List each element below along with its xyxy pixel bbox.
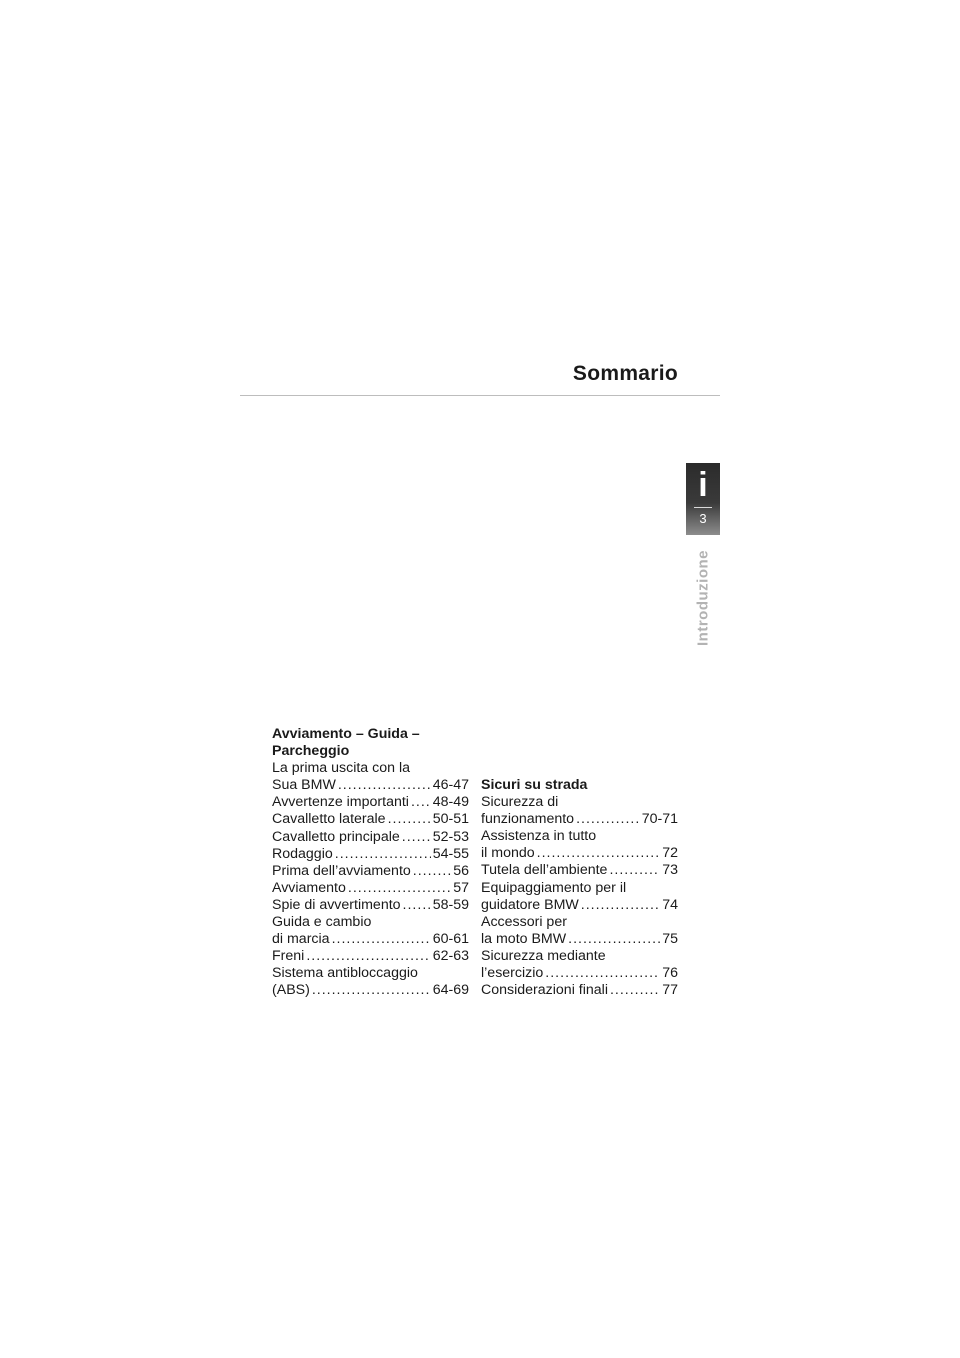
toc-entry-pages: 73 — [662, 862, 678, 879]
toc-entry-line: Sicurezza di — [481, 794, 559, 811]
toc-entry-label: la moto BMW — [481, 930, 567, 947]
toc-entry[interactable] — [481, 862, 678, 879]
toc-entry-label: Freni — [272, 948, 305, 965]
toc-entry-label: Considerazioni finali — [481, 982, 608, 999]
toc-leader-dots — [402, 829, 431, 846]
toc-entry-label: Avvertenze importanti — [272, 794, 409, 811]
toc-leader-dots — [306, 948, 430, 965]
toc-entry[interactable] — [272, 931, 469, 948]
toc-entry-pages: 62-63 — [432, 948, 469, 965]
toc-entry-label: di marcia — [272, 931, 330, 948]
tab-divider — [694, 507, 712, 508]
toc-heading: Avviamento – Guida – — [272, 726, 420, 742]
toc-entry[interactable] — [272, 794, 469, 811]
toc-leader-dots — [335, 846, 431, 863]
toc-entry[interactable] — [272, 846, 469, 863]
toc-entry-line: Sistema antibloccaggio — [272, 965, 418, 982]
toc-entry-pages: 50-51 — [432, 811, 469, 828]
toc-entry[interactable] — [272, 863, 469, 880]
toc-entry-label: (ABS) — [272, 982, 310, 999]
toc-entry-label: l’esercizio — [481, 965, 544, 982]
toc-entry[interactable] — [272, 880, 469, 897]
page-number: 3 — [699, 511, 707, 526]
toc-entry-pages: 70-71 — [641, 811, 678, 828]
toc-entry-pages: 57 — [453, 879, 469, 896]
toc-entry-pages: 58-59 — [432, 896, 469, 913]
toc-entry-label: Rodaggio — [272, 845, 333, 862]
toc-entry[interactable] — [481, 982, 678, 999]
toc-entry-pages: 64-69 — [432, 982, 469, 999]
toc-entry-pages: 75 — [662, 930, 678, 947]
toc-entry-label: Cavalletto laterale — [272, 811, 386, 828]
toc-entries — [481, 794, 678, 999]
toc-entry-label: il mondo — [481, 845, 535, 862]
toc-leader-dots — [388, 811, 431, 828]
toc-entry-pages: 54-55 — [432, 845, 469, 862]
toc-entry-label: Spie di avvertimento — [272, 896, 401, 913]
toc-entry[interactable] — [272, 811, 469, 828]
toc-leader-dots — [403, 897, 431, 914]
toc-entry-pages: 52-53 — [432, 828, 469, 845]
toc-entry[interactable] — [272, 948, 469, 965]
toc-entry[interactable] — [272, 829, 469, 846]
toc-leader-dots — [545, 965, 660, 982]
toc-leader-dots — [581, 897, 660, 914]
toc-entry-pages: 72 — [662, 845, 678, 862]
toc-leader-dots — [348, 880, 451, 897]
toc-entry-label: Tutela dell’ambiente — [481, 862, 608, 879]
toc-entry[interactable] — [481, 931, 678, 948]
toc-entry-line: Sicurezza mediante — [481, 947, 606, 964]
section-label: Introduzione — [694, 550, 712, 646]
toc-entry-label: Cavalletto principale — [272, 828, 400, 845]
toc-leader-dots — [338, 777, 431, 794]
toc-entry-line: Guida e cambio — [272, 914, 372, 931]
toc-entry-line: Assistenza in tutto — [481, 828, 597, 845]
toc-entries — [272, 760, 469, 999]
toc-entry-pages: 76 — [662, 965, 678, 982]
toc-column-right — [481, 777, 678, 999]
toc-entry-pages: 77 — [662, 982, 678, 999]
toc-leader-dots — [568, 931, 660, 948]
toc-entry-pages: 48-49 — [432, 794, 469, 811]
toc-entry-pages: 46-47 — [432, 777, 469, 794]
toc-entry[interactable] — [481, 811, 678, 828]
toc-entry-pages: 60-61 — [432, 931, 469, 948]
toc-leader-dots — [576, 811, 640, 828]
page-title: Sommario — [572, 362, 678, 385]
toc-entry[interactable] — [272, 897, 469, 914]
info-icon: i — [698, 466, 708, 504]
toc-leader-dots — [609, 862, 660, 879]
toc-entry-line: Equipaggiamento per il — [481, 879, 627, 896]
toc-heading: Parcheggio — [272, 743, 350, 760]
toc-entry-label: Avviamento — [272, 879, 346, 896]
section-tab — [686, 463, 720, 535]
toc-leader-dots — [537, 845, 661, 862]
toc-entry-pages: 56 — [453, 862, 469, 879]
toc-entry[interactable] — [272, 982, 469, 999]
toc-leader-dots — [411, 794, 431, 811]
toc-entry-label: funzionamento — [481, 811, 575, 828]
toc-leader-dots — [332, 931, 431, 948]
toc-leader-dots — [312, 982, 431, 999]
toc-entry-line: La prima uscita con la — [272, 760, 411, 777]
toc-leader-dots — [610, 982, 660, 999]
toc-entry[interactable] — [481, 897, 678, 914]
toc-entry[interactable] — [481, 845, 678, 862]
toc-heading: Sicuri su strada — [481, 777, 588, 793]
toc-entry[interactable] — [272, 777, 469, 794]
toc-entry-line: Accessori per — [481, 913, 567, 930]
toc-entry-label: Sua BMW — [272, 777, 336, 794]
toc-leader-dots — [413, 863, 451, 880]
toc-entry-pages: 74 — [662, 896, 678, 913]
toc-entry[interactable] — [481, 965, 678, 982]
header-divider — [240, 395, 720, 396]
toc-column-left — [272, 726, 469, 1000]
toc-entry-label: guidatore BMW — [481, 896, 579, 913]
toc-entry-label: Prima dell’avviamento — [272, 862, 411, 879]
